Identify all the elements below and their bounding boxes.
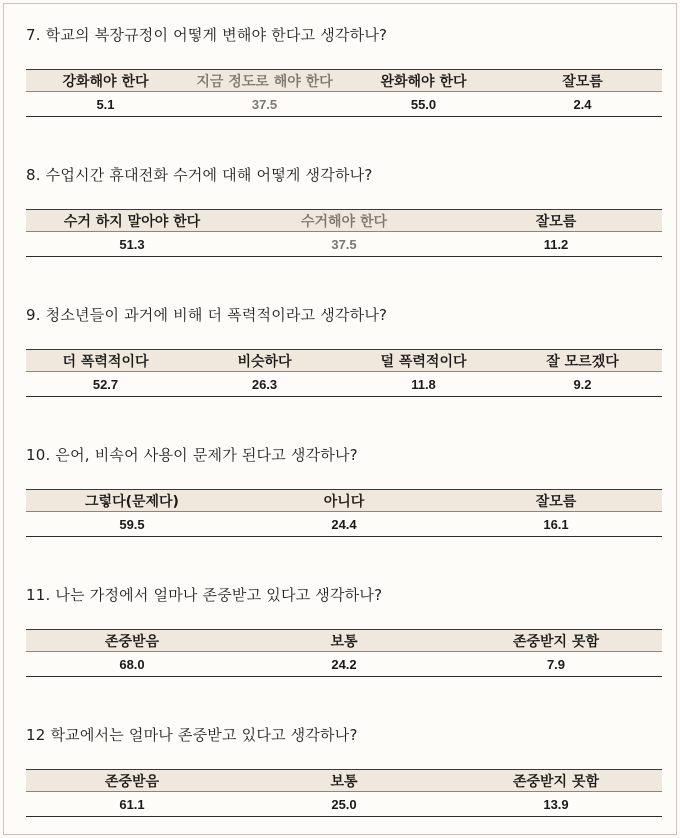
column-value: 13.9 — [543, 796, 569, 812]
column-label: 강화해야 한다 — [62, 73, 149, 90]
question-9: 9. 청소년들이 과거에 비해 더 폭력적이라고 생각하나? — [26, 306, 388, 324]
column-value: 26.3 — [251, 376, 278, 392]
column-label: 존중받지 못함 — [512, 633, 600, 650]
column-value: 7.9 — [546, 656, 566, 672]
table-header-row — [26, 770, 662, 792]
table-value-row — [26, 92, 662, 116]
column-label: 잘모름 — [535, 213, 577, 230]
column-value: 2.4 — [573, 96, 592, 112]
response-table-12 — [26, 769, 662, 817]
response-table-8 — [26, 209, 662, 257]
response-table-7 — [26, 69, 662, 117]
column-value: 55.0 — [410, 96, 437, 112]
column-label: 수거 하지 말아야 한다 — [63, 213, 201, 230]
question-10: 10. 은어, 비속어 사용이 문제가 된다고 생각하나? — [26, 446, 358, 464]
column-value: 16.1 — [543, 516, 569, 532]
table-header-row — [26, 630, 662, 652]
column-label: 비슷하다 — [237, 353, 292, 370]
column-value: 68.0 — [119, 656, 145, 672]
column-label: 보통 — [330, 633, 358, 650]
column-label: 존중받음 — [104, 633, 160, 650]
column-value: 24.4 — [331, 516, 357, 532]
column-value: 37.5 — [251, 96, 278, 112]
column-value: 5.1 — [96, 96, 115, 112]
column-label: 덜 폭력적이다 — [380, 353, 467, 370]
column-label: 잘모름 — [535, 493, 577, 510]
response-table-11 — [26, 629, 662, 677]
question-8: 8. 수업시간 휴대전화 수거에 대해 어떻게 생각하나? — [26, 166, 373, 184]
response-table-9 — [26, 349, 662, 397]
column-label: 아니다 — [323, 493, 365, 510]
column-value: 51.3 — [119, 236, 145, 252]
table-value-row — [26, 792, 662, 816]
column-label: 완화해야 한다 — [380, 73, 467, 90]
response-table-10 — [26, 489, 662, 537]
column-value: 11.8 — [411, 376, 436, 392]
column-label: 수거해야 한다 — [300, 213, 388, 230]
column-value: 25.0 — [331, 796, 357, 812]
table-header-row — [26, 350, 662, 372]
table-header-row — [26, 490, 662, 512]
column-value: 61.1 — [119, 796, 145, 812]
column-value: 37.5 — [331, 236, 357, 252]
column-label: 지금 정도로 해야 한다 — [196, 73, 333, 90]
table-header-row — [26, 210, 662, 232]
column-value: 11.2 — [543, 236, 569, 252]
survey-document — [3, 3, 677, 835]
column-value: 59.5 — [119, 516, 145, 532]
column-label: 존중받음 — [104, 773, 160, 790]
column-label: 존중받지 못함 — [512, 773, 600, 790]
table-value-row — [26, 372, 662, 396]
column-label: 보통 — [330, 773, 358, 790]
table-value-row — [26, 512, 662, 536]
table-header-row — [26, 70, 662, 92]
column-label: 잘모름 — [562, 73, 603, 90]
column-value: 52.7 — [92, 376, 119, 392]
question-7: 7. 학교의 복장규정이 어떻게 변해야 한다고 생각하나? — [26, 26, 388, 44]
column-value: 24.2 — [331, 656, 357, 672]
question-12: 12 학교에서는 얼마나 존중받고 있다고 생각하나? — [26, 726, 358, 744]
question-11: 11. 나는 가정에서 얼마나 존중받고 있다고 생각하나? — [26, 586, 383, 604]
table-value-row — [26, 652, 662, 676]
table-value-row — [26, 232, 662, 256]
column-label: 그렇다(문제다) — [85, 493, 179, 510]
column-value: 9.2 — [573, 376, 592, 392]
column-label: 더 폭력적이다 — [62, 353, 149, 370]
column-label: 잘 모르겠다 — [546, 353, 619, 370]
